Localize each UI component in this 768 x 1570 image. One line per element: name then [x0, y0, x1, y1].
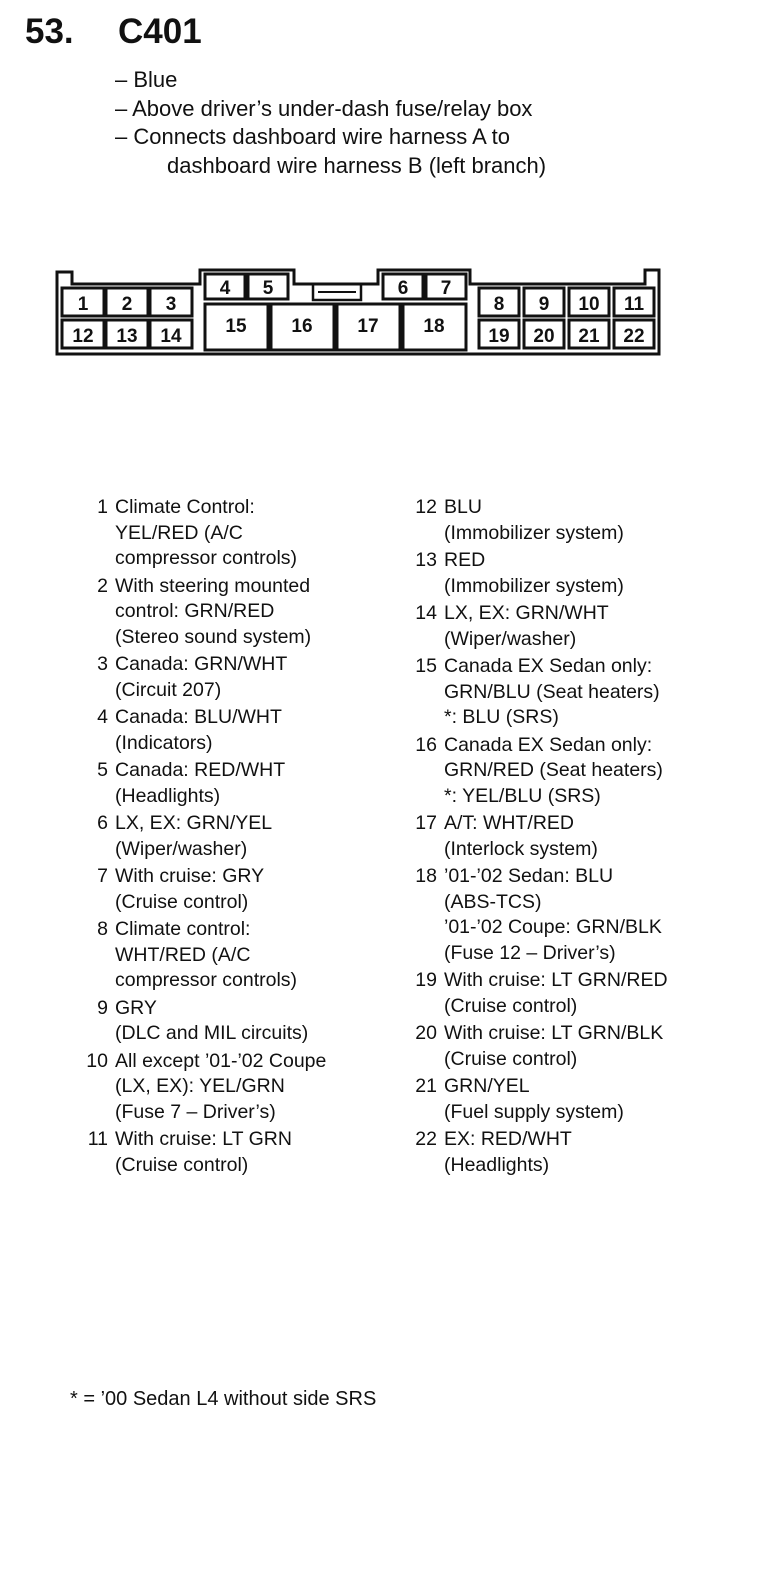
pin-entry: [76, 758, 396, 809]
pin-label-8: 8: [493, 294, 505, 315]
pin-number: 13: [415, 549, 437, 571]
pin-description: [115, 705, 282, 756]
pin-entry: [405, 654, 745, 731]
pin-label-19: 19: [488, 326, 510, 347]
pin-description: [444, 601, 609, 652]
pin-entry: [76, 1127, 396, 1178]
pin-description: [444, 864, 662, 966]
pin-description-line: WHT/RED (A/C: [115, 943, 251, 966]
pin-description-line: control: GRN/RED: [115, 600, 275, 622]
pin-description: [115, 917, 297, 994]
pin-label-5: 5: [262, 278, 274, 299]
pin-label-21: 21: [578, 326, 600, 347]
pin-label-10: 10: [578, 294, 600, 315]
pin-label-6: 6: [397, 278, 409, 299]
pin-entry: [405, 968, 745, 1019]
pin-entry: [76, 705, 396, 756]
pin-description: [444, 548, 624, 599]
pin-entry: [405, 601, 745, 652]
pin-label-11: 11: [623, 294, 645, 315]
pin-entry: [405, 548, 745, 599]
pin-entry: [405, 495, 745, 546]
pin-number: 9: [97, 996, 108, 1019]
pin-description: [115, 495, 297, 572]
pin-description-line: (Circuit 207): [115, 678, 222, 701]
pin-label-14: 14: [160, 326, 182, 347]
pin-entry: [405, 733, 745, 810]
pin-description: [115, 811, 272, 862]
pin-description-line: (DLC and MIL circuits): [115, 1022, 309, 1044]
pin-description-line: Climate control:: [115, 918, 251, 940]
pin-number: 2: [97, 574, 108, 597]
pin-description: [444, 811, 598, 862]
pin-description-line: YEL/RED (A/C: [115, 521, 243, 544]
pin-description-line: ’01-’02 Sedan: BLU: [444, 865, 614, 887]
connector-connects-cont: dashboard wire harness B (left branch): [167, 152, 547, 178]
pin-number: 4: [97, 706, 108, 728]
pin-description: [115, 1127, 292, 1178]
pin-description-line: All except ’01-’02 Coupe: [115, 1049, 327, 1072]
pin-entry: [405, 864, 745, 966]
pin-description-line: (Wiper/washer): [115, 837, 248, 860]
pin-description-line: With cruise: LT GRN/BLK: [444, 1022, 664, 1044]
pin-label-9: 9: [538, 294, 550, 315]
pin-description: [115, 996, 308, 1047]
pin-number: 20: [415, 1022, 437, 1044]
pin-description-line: Canada: RED/WHT: [115, 759, 286, 781]
pin-label-20: 20: [533, 326, 555, 347]
pin-description-line: *: BLU (SRS): [444, 706, 559, 728]
pin-description-line: (LX, EX): YEL/GRN: [115, 1075, 285, 1097]
pin-description-line: Canada EX Sedan only:: [444, 733, 653, 756]
pin-label-4: 4: [219, 278, 231, 299]
pin-entry: [76, 495, 396, 572]
pin-number: 12: [415, 496, 437, 518]
pin-description-line: (Headlights): [115, 784, 221, 807]
pin-description-line: (Immobilizer system): [444, 574, 624, 597]
pin-description-line: (Cruise control): [444, 994, 578, 1017]
pin-description: [444, 495, 624, 546]
pin-description-line: EX: RED/WHT: [444, 1128, 572, 1150]
pin-number: 10: [86, 1049, 108, 1072]
pin-entry: [76, 574, 396, 651]
pin-description-line: compressor controls): [115, 969, 298, 991]
pin-description-line: (Cruise control): [115, 890, 249, 913]
pin-description-line: (Stereo sound system): [115, 625, 312, 648]
pin-description: [115, 652, 287, 703]
pin-entry: [405, 1021, 745, 1072]
pin-description-line: (Wiper/washer): [444, 627, 577, 650]
pin-description-line: GRN/BLU (Seat heaters): [444, 680, 660, 703]
pin-number: 11: [87, 1128, 108, 1150]
pin-entry: [405, 1074, 745, 1125]
pin-description-line: (Cruise control): [115, 1153, 249, 1176]
pin-number: 18: [415, 865, 437, 887]
pin-entry: [76, 811, 396, 862]
pin-description-line: RED: [444, 549, 486, 571]
pin-description-line: (Headlights): [444, 1153, 550, 1176]
pin-number: 6: [97, 812, 108, 834]
connector-location: – Above driver’s under-dash fuse/relay box: [115, 95, 533, 121]
pin-description-line: With cruise: LT GRN/RED: [444, 969, 668, 991]
pin-number: 21: [415, 1075, 437, 1097]
pin-description-line: GRN/RED (Seat heaters): [444, 759, 663, 781]
pin-description: [115, 574, 311, 651]
pin-description-line: GRN/YEL: [444, 1075, 530, 1097]
pin-label-16: 16: [291, 316, 313, 337]
pin-description: [444, 1074, 624, 1125]
pin-number: 7: [97, 865, 108, 887]
pin-number: 8: [97, 918, 108, 940]
connector-color: – Blue: [115, 67, 178, 92]
pin-label-3: 3: [165, 294, 177, 315]
pin-description-line: A/T: WHT/RED: [444, 812, 574, 834]
pin-number: 3: [97, 653, 108, 675]
pin-label-18: 18: [423, 316, 445, 337]
pin-description: [444, 654, 660, 731]
pin-label-13: 13: [116, 326, 138, 347]
pin-description-line: (Immobilizer system): [444, 521, 624, 544]
pin-description: [115, 864, 264, 915]
pin-entry: [405, 1127, 745, 1178]
pin-number: 1: [97, 496, 108, 518]
pin-description-line: (Interlock system): [444, 837, 598, 860]
pin-description-line: (ABS-TCS): [444, 890, 542, 913]
pin-description-line: With cruise: GRY: [115, 865, 265, 887]
pin-description-line: (Fuse 12 – Driver’s): [444, 941, 616, 964]
pin-description-line: (Indicators): [115, 731, 213, 754]
pin-description: [115, 1049, 326, 1126]
pin-description-line: ’01-’02 Coupe: GRN/BLK: [444, 916, 662, 938]
footnote: * = ’00 Sedan L4 without side SRS: [70, 1388, 377, 1410]
pin-description-line: LX, EX: GRN/YEL: [115, 812, 273, 834]
pin-description-line: GRY: [115, 996, 157, 1019]
pin-label-7: 7: [440, 278, 452, 299]
pin-label-15: 15: [225, 316, 247, 337]
connector-number: 53.: [25, 12, 74, 51]
pin-number: 5: [97, 759, 108, 781]
pin-number: 15: [415, 655, 437, 677]
connector-face-diagram: [0, 0, 768, 380]
pin-description: [444, 968, 668, 1019]
pin-entry: [76, 1049, 396, 1126]
pin-description-line: With steering mounted: [115, 574, 311, 597]
pin-entry: [405, 811, 745, 862]
pin-description: [444, 1021, 663, 1072]
pin-list-right: [405, 495, 745, 1180]
pin-description-line: compressor controls): [115, 547, 298, 569]
pin-description: [444, 1127, 572, 1178]
pin-list-left: [76, 495, 396, 1180]
connector-code: C401: [118, 12, 202, 51]
pin-label-12: 12: [72, 326, 94, 347]
pin-number: 17: [415, 812, 437, 834]
connector-connects: – Connects dashboard wire harness A to: [115, 124, 511, 150]
pin-number: 16: [415, 733, 437, 756]
pin-description-line: Climate Control:: [115, 496, 255, 518]
pin-description-line: BLU: [444, 496, 482, 518]
pin-description-line: With cruise: LT GRN: [115, 1128, 292, 1150]
pin-entry: [76, 917, 396, 994]
pin-entry: [76, 996, 396, 1047]
pin-description-line: (Fuse 7 – Driver’s): [115, 1100, 276, 1123]
pin-number: 14: [415, 602, 437, 624]
pin-description: [444, 733, 663, 810]
pin-label-22: 22: [623, 326, 645, 347]
pin-description-line: (Fuel supply system): [444, 1100, 624, 1123]
pin-description-line: Canada: BLU/WHT: [115, 706, 282, 728]
pin-number: 22: [415, 1128, 437, 1150]
pin-description-line: *: YEL/BLU (SRS): [444, 784, 601, 807]
pin-entry: [76, 652, 396, 703]
pin-entry: [76, 864, 396, 915]
pin-label-2: 2: [121, 294, 133, 315]
pin-label-1: 1: [77, 294, 89, 315]
pin-description-line: Canada EX Sedan only:: [444, 655, 653, 677]
pin-number: 19: [415, 969, 437, 991]
pin-description-line: LX, EX: GRN/WHT: [444, 602, 609, 624]
pin-label-17: 17: [357, 316, 379, 337]
pin-description: [115, 758, 285, 809]
pin-description-line: Canada: GRN/WHT: [115, 653, 288, 675]
pin-description-line: (Cruise control): [444, 1047, 578, 1070]
